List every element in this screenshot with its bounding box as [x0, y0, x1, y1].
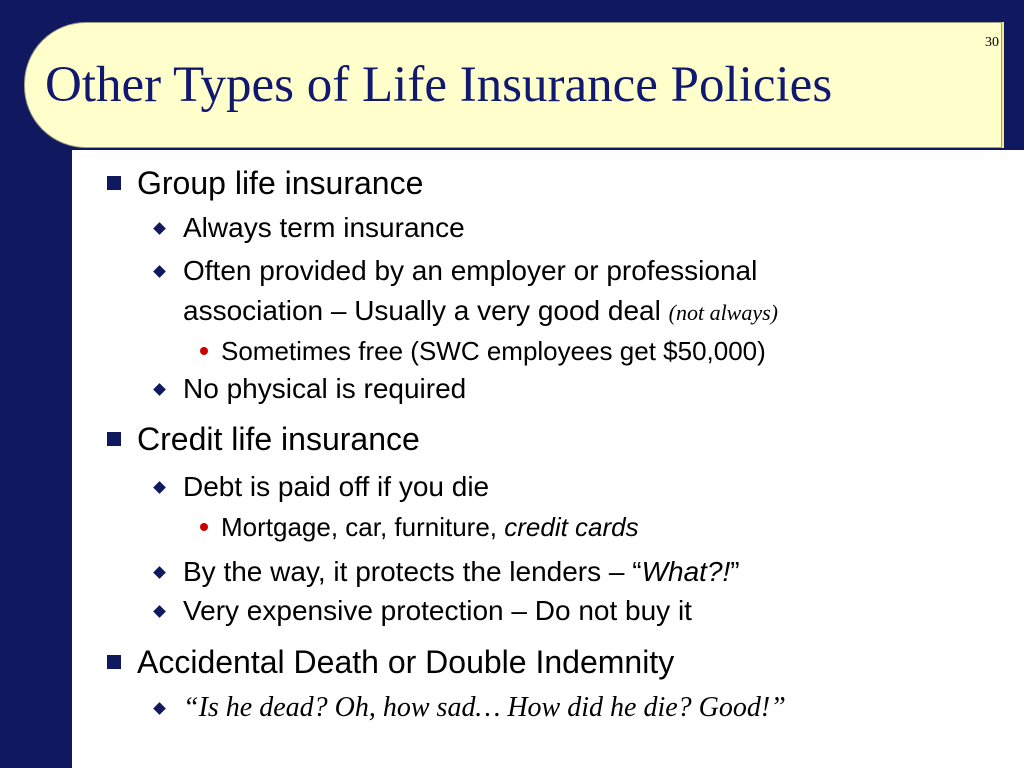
not-always-note: (not always) — [668, 300, 779, 325]
square-bullet-icon — [107, 655, 121, 669]
employer-line-2-text: association – Usually a very good deal — [183, 295, 669, 326]
mortgage-text: Mortgage, car, furniture, — [221, 512, 505, 542]
dot-bullet-icon — [200, 523, 208, 531]
bullet-group-life: Group life insurance — [137, 165, 424, 201]
sub-bullet-very-expensive: Very expensive protection – Do not buy it — [183, 595, 692, 626]
square-bullet-icon — [107, 432, 121, 446]
square-bullet-icon — [107, 176, 121, 190]
sub-bullet-quote: “Is he dead? Oh, how sad… How did he die? Good!” — [183, 692, 786, 723]
lenders-text: By the way, it protects the lenders – “ — [183, 556, 642, 587]
sub-sub-bullet-swc: Sometimes free (SWC employees get $50,000) — [221, 336, 766, 366]
sub-sub-bullet-mortgage — [221, 514, 639, 540]
sub-bullet-protects-lenders — [183, 558, 740, 586]
what-emphasis: What?! — [641, 556, 731, 587]
bullet-credit-life: Credit life insurance — [137, 421, 420, 457]
lenders-closing-quote: ” — [730, 556, 740, 587]
sub-bullet-no-physical: No physical is required — [183, 373, 467, 404]
sub-bullet-employer-line-1: Often provided by an employer or professional — [183, 255, 758, 286]
sub-bullet-always-term: Always term insurance — [183, 212, 465, 243]
sub-bullet-debt-paid: Debt is paid off if you die — [183, 471, 490, 502]
slide-title: Other Types of Life Insurance Policies — [45, 57, 833, 113]
slide-page-number: 30 — [985, 35, 999, 50]
bullet-accidental-death: Accidental Death or Double Indemnity — [137, 644, 675, 680]
credit-cards-emphasis: credit cards — [504, 512, 639, 542]
sub-bullet-employer-line-2 — [183, 297, 778, 325]
dot-bullet-icon — [200, 347, 208, 355]
